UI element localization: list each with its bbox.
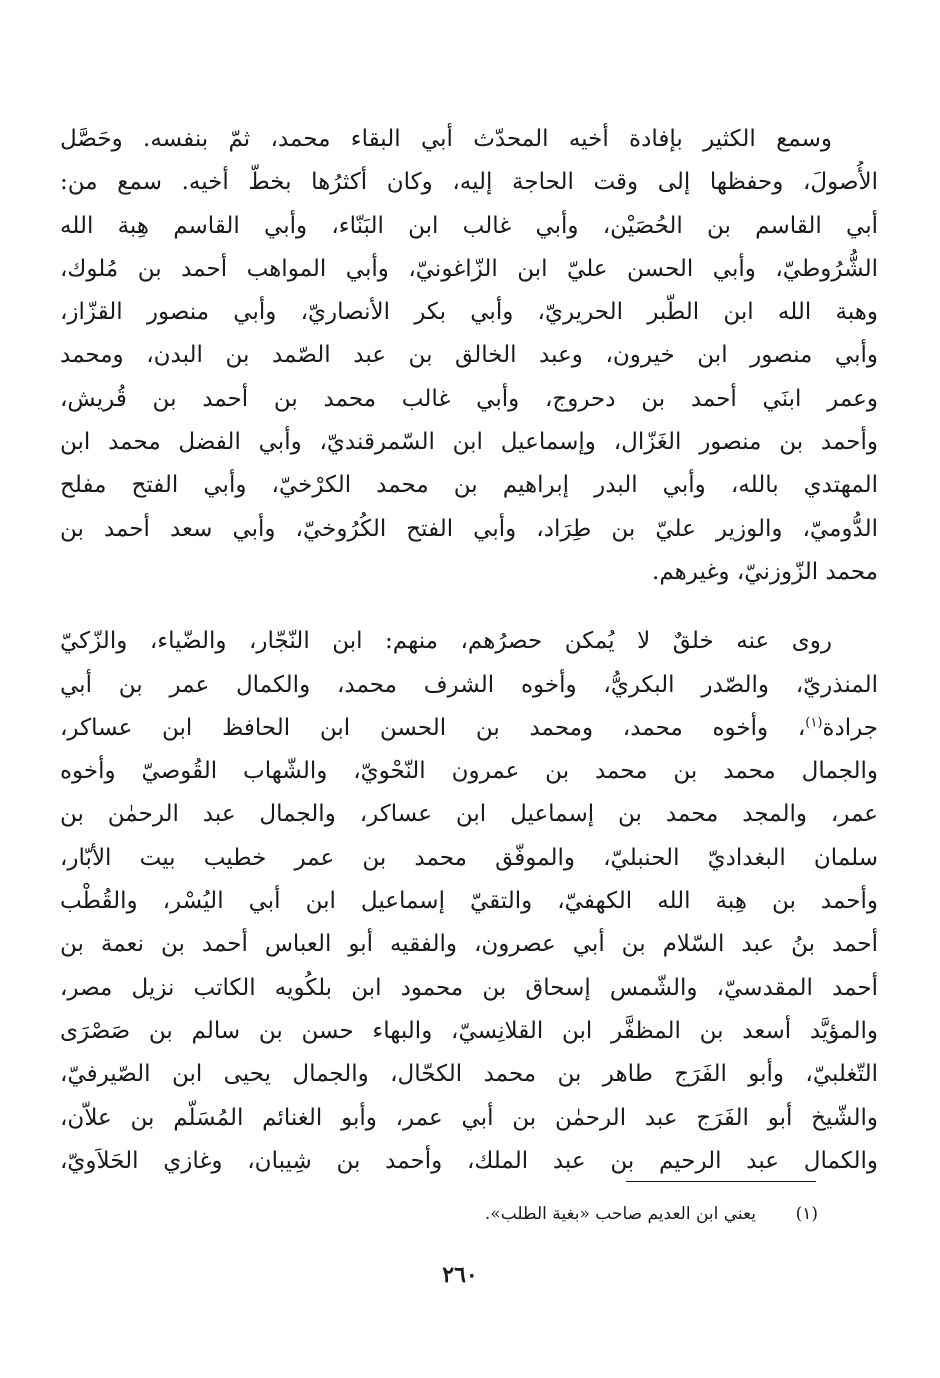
text-line: محمد الزّوزنيّ، وغيرهم. xyxy=(652,558,878,585)
text-line: المهتدي بالله، وأبي البدر إبراهيم بن محمد الكرْخيّ، وأبي الفتح مفلح xyxy=(60,472,878,499)
text-line: أحمد المقدسيّ، والشّمس إسحاق بن محمود ابن بلكُويه الكاتب نزيل مصر، xyxy=(60,974,878,1001)
text-line: سلمان البغداديّ الحنبليّ، والموفّق محمد بن عمر خطيب بيت الأبّار، xyxy=(60,844,878,871)
paragraph-2 xyxy=(60,620,878,1183)
text-line: الدُّوميّ، والوزير عليّ بن طِرَاد، وأبي الفتح الكُرُوخيّ، وأبي سعد أحمد بن xyxy=(60,515,878,542)
text-line: وأبي منصور ابن خيرون، وعبد الخالق بن عبد الصّمد بن البدن، ومحمد xyxy=(60,342,878,369)
text-line: روى عنه خلقٌ لا يُمكن حصرُهم، منهم: ابن النّجّار، والضّياء، والزّكيّ xyxy=(60,628,832,655)
text-line: وأحمد بن منصور الغَزّال، وإسماعيل ابن السّمرقنديّ، وأبي الفضل محمد ابن xyxy=(60,429,878,456)
text-line: عمر، والمجد محمد بن إسماعيل ابن عساكر، والجمال عبد الرحمٰن بن xyxy=(60,801,878,828)
main-text xyxy=(60,118,878,1183)
text-line: التّغلبيّ، وأبو الفَرَج طاهر بن محمد الكحّال، والجمال يحيى ابن الصّيرفيّ، xyxy=(60,1061,878,1088)
page-number: ٢٦٠ xyxy=(442,1262,478,1288)
footnote-text: يعني ابن العديم صاحب «بغية الطلب». xyxy=(484,1204,756,1224)
footnote-divider xyxy=(626,1181,816,1182)
text-line: أحمد بنُ عبد السّلام بن أبي عصرون، والفقيه أبو العباس أحمد بن نعمة بن xyxy=(60,931,878,958)
text-line: وهبة الله ابن الطّبر الحريريّ، وأبي بكر الأنصاريّ، وأبي منصور القزّاز، xyxy=(60,299,878,326)
paragraph-gap xyxy=(60,594,878,620)
text-line: والشّيخ أبو الفَرَج عبد الرحمٰن بن أبي عمر، وأبو الغنائم المُسَلّم بن علاّن، xyxy=(60,1104,878,1131)
paragraph-1 xyxy=(60,118,878,594)
text-line: الشُّرُوطيّ، وأبي الحسن عليّ ابن الزّاغونيّ، وأبي المواهب أحمد بن مُلوك، xyxy=(60,255,878,282)
text-line: أبي القاسم بن الحُصَيْن، وأبي غالب ابن البَنّاء، وأبي القاسم هِبة الله xyxy=(60,212,878,239)
text-line xyxy=(60,707,878,750)
text-line: والمؤيَّد أسعد بن المظفَّر ابن القلانِسيّ، والبهاء حسن بن سالم بن صَصْرَى xyxy=(60,1017,878,1044)
text-segment: ، وأخوه محمد، ومحمد بن الحسن ابن الحافظ ابن عساكر، xyxy=(60,714,806,741)
text-line: الأُصولَ، وحفظها إلى وقت الحاجة إليه، وكان أكثرُها بخطّ أخيه. سمع من: xyxy=(60,169,878,196)
text-line: المنذريّ، والصّدر البكريُّ، وأخوه الشرف محمد، والكمال عمر بن أبي xyxy=(60,671,878,698)
footnote xyxy=(258,1198,818,1230)
footnote-reference[interactable]: (١) xyxy=(805,715,823,731)
text-line: وعمر ابنَي أحمد بن دحروج، وأبي غالب محمد بن أحمد بن قُريش، xyxy=(60,385,878,412)
text-line: والجمال محمد بن محمد بن عمرون النّحْويّ، والشّهاب القُوصيّ وأخوه xyxy=(60,758,878,785)
footnote-number: (١) xyxy=(795,1204,818,1224)
text-line: والكمال عبد الرحيم بن عبد الملك، وأحمد بن شِيبان، وغازي الحَلاَويّ، xyxy=(60,1147,878,1174)
text-segment: جرادة xyxy=(822,714,878,741)
text-line: وأحمد بن هِبة الله الكهفيّ، والتقيّ إسماعيل ابن أبي اليُسْر، والقُطْب xyxy=(60,888,878,915)
text-line: وسمع الكثير بإفادة أخيه المحدّث أبي البقاء محمد، ثمّ بنفسه. وحَصَّل xyxy=(60,126,832,152)
